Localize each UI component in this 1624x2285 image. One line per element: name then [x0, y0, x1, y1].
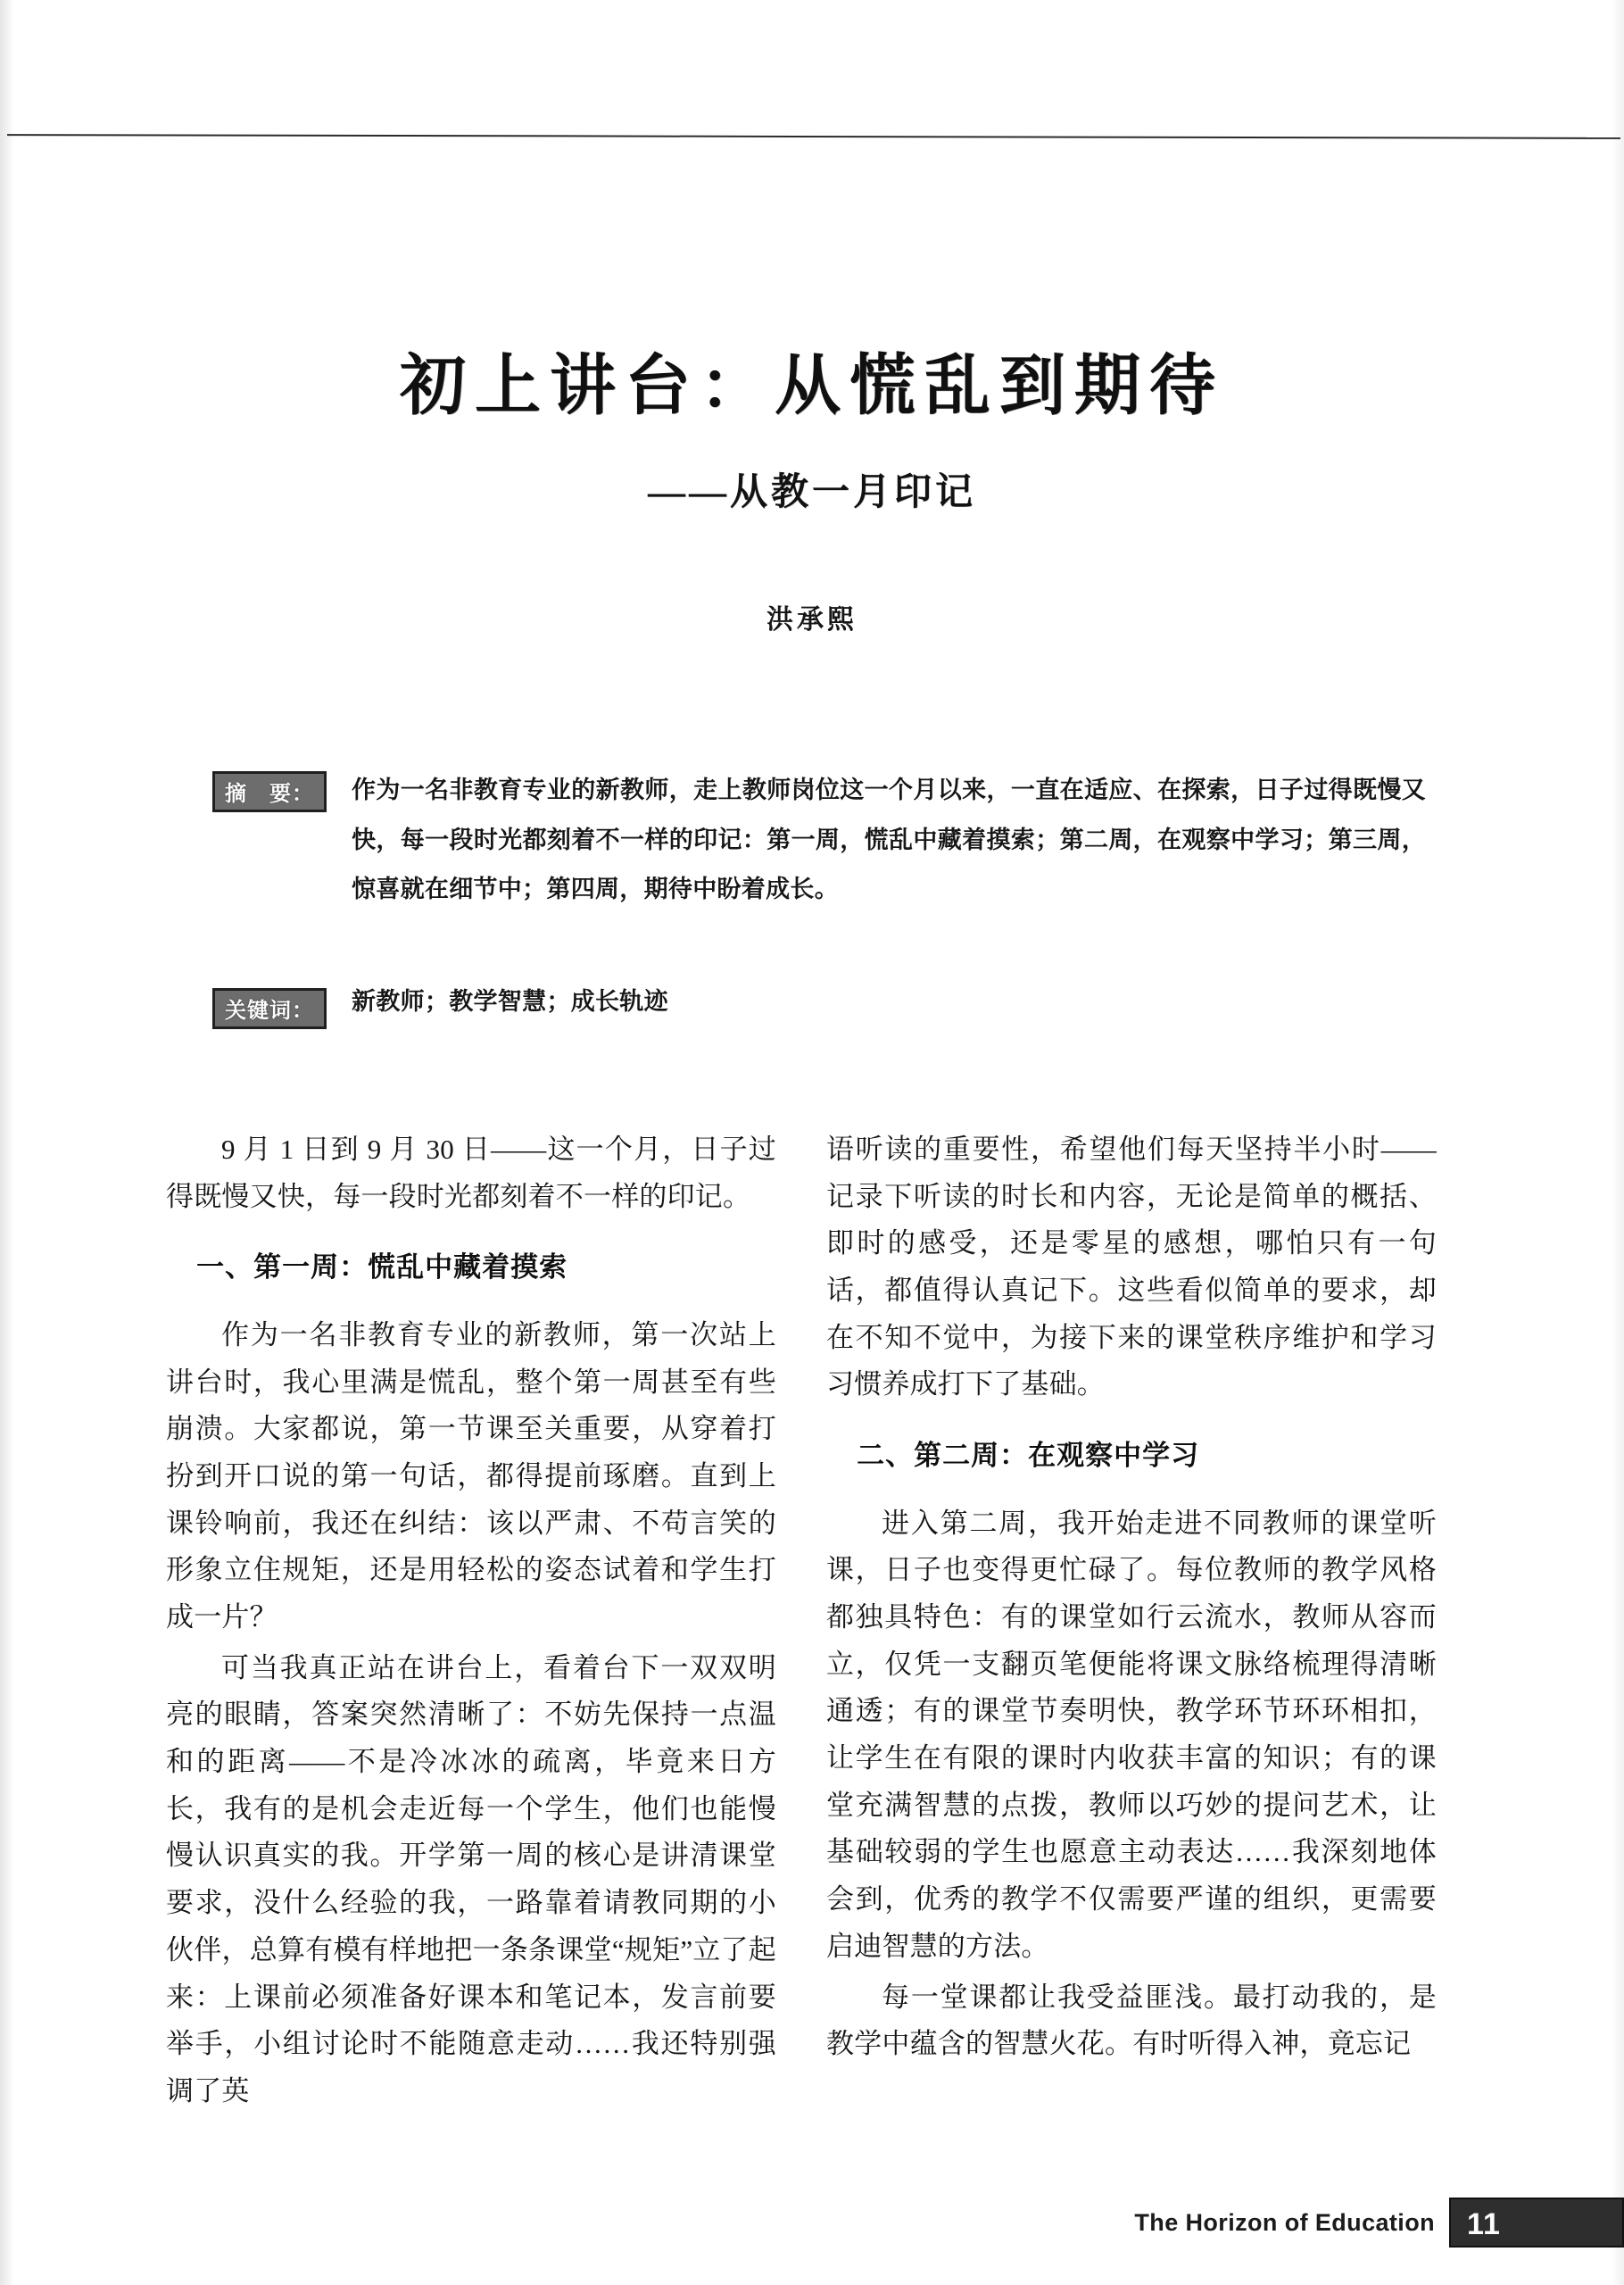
metadata-block [212, 766, 1426, 1029]
section-heading: 二、第二周：在观察中学习 [857, 1440, 1200, 1472]
article-body [166, 1126, 1437, 2119]
paragraph: 9 月 1 日到 9 月 30 日——这一个月，日子过得既慢又快，每一段时光都刻着不一样的印记。 [166, 1134, 776, 1212]
page-number: 11 [1449, 2198, 1624, 2248]
section-heading: 一、第一周：慌乱中藏着摸索 [196, 1251, 568, 1284]
journal-name: The Horizon of Education [1134, 2208, 1435, 2236]
keywords-row [212, 983, 1426, 1029]
column-left [166, 1126, 776, 2119]
title-block [0, 350, 1624, 636]
keywords-label: 关键词： [212, 988, 327, 1029]
page-title: 初上讲台：从慌乱到期待 [400, 350, 1224, 423]
keywords-text: 新教师；教学智慧；成长轨迹 [352, 987, 668, 1015]
paragraph: 可当我真正站在讲台上，看着台下一双双明亮的眼睛，答案突然清晰了：不妨先保持一点温和的距离——不是冷冰冰的疏离，毕竟来日方长，我有的是机会走近每一个学生，他们也能慢慢认识真实的我。开学第一周的核心是讲清课堂要求，没什么经验的我，一路靠着请教同期的小伙伴，总算有模有样地把一条条课堂“规矩”立了起来：上课前必须准备好课本和笔记本，发言前要举手，小组讨论时不能随意走动……我还特别强调了英 [166, 1651, 776, 2106]
column-right [826, 1126, 1437, 2119]
page-subtitle: ——从教一月印记 [647, 471, 976, 513]
scan-edge-left [0, 0, 14, 2285]
paragraph: 每一堂课都让我受益匪浅。最打动我的，是教学中蕴含的智慧火花。有时听得入神，竟忘记 [826, 1981, 1437, 2060]
abstract-row [212, 766, 1426, 915]
page-footer [1134, 2198, 1624, 2248]
paragraph: 语听读的重要性，希望他们每天坚持半小时——记录下听读的时长和内容，无论是简单的概括、即时的感受，还是零星的感想，哪怕只有一句话，都值得认真记下。这些看似简单的要求，却在不知不觉中，为接下来的课堂秩序维护和学习习惯养成打下了基础。 [826, 1134, 1437, 1400]
paragraph: 进入第二周，我开始走进不同教师的课堂听课，日子也变得更忙碌了。每位教师的教学风格都独具特色：有的课堂如行云流水，教师从容而立，仅凭一支翻页笔便能将课文脉络梳理得清晰通透；有的课堂节奏明快，教学环节环环相扣，让学生在有限的课时内收获丰富的知识；有的课堂充满智慧的点拨，教师以巧妙的提问艺术，让基础较弱的学生也愿意主动表达……我深刻地体会到，优秀的教学不仅需要严谨的组织，更需要启迪智慧的方法。 [826, 1507, 1437, 1962]
author-name: 洪承熙 [766, 605, 858, 636]
paragraph: 作为一名非教育专业的新教师，第一次站上讲台时，我心里满是慌乱，整个第一周甚至有些崩溃。大家都说，第一节课至关重要，从穿着打扮到开口说的第一句话，都得提前琢磨。直到上课铃响前，我还在纠结：该以严肃、不苟言笑的形象立住规矩，还是用轻松的姿态试着和学生打成一片？ [166, 1318, 776, 1633]
abstract-label: 摘 要： [212, 771, 327, 812]
abstract-text: 作为一名非教育专业的新教师，走上教师岗位这一个月以来，一直在适应、在探索，日子过得既慢又快，每一段时光都刻着不一样的印记：第一周，慌乱中藏着摸索；第二周，在观察中学习；第三周，惊喜就在细节中；第四周，期待中盼着成长。 [352, 777, 1426, 903]
scan-edge-right [1612, 0, 1624, 2285]
header-rule [7, 134, 1620, 139]
